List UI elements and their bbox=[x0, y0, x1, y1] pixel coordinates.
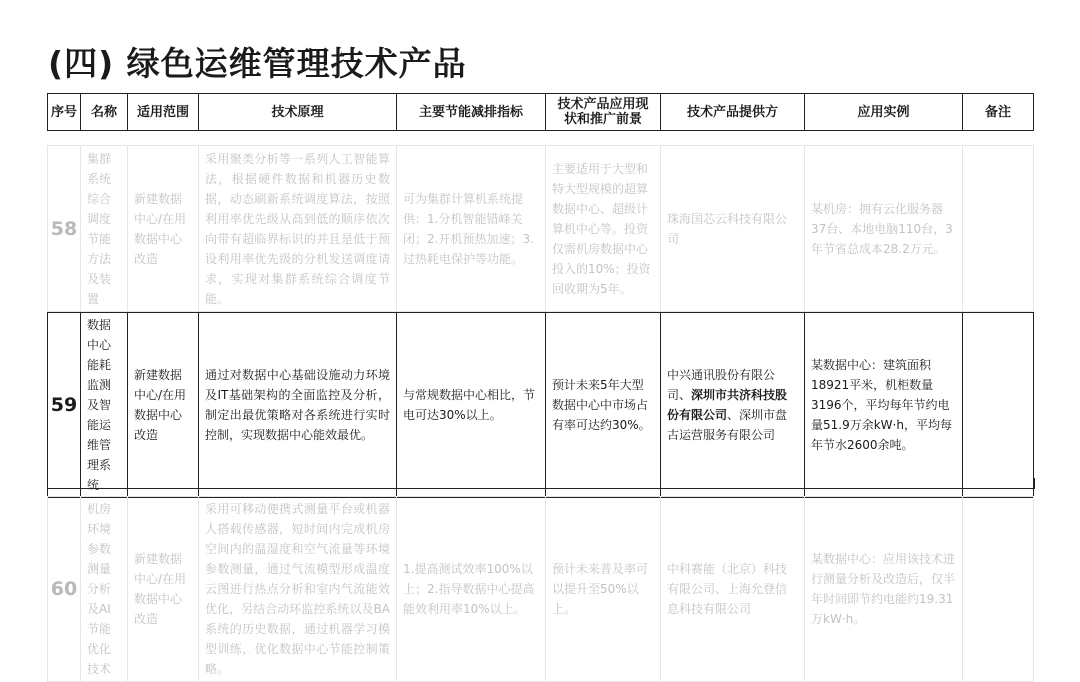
row-58-status: 主要适用于大型和特大型规模的超算数据中心、超级计算机中心等。投资仅需机房数据中心投入的10%；投资回收期为5年。 bbox=[546, 146, 661, 312]
row-59-provider bbox=[661, 313, 805, 498]
row-59-scope: 新建数据中心/在用数据中心改造 bbox=[128, 313, 199, 498]
row-59-indicators: 与常规数据中心相比，节电可达30%以上。 bbox=[397, 313, 546, 498]
table-row bbox=[47, 312, 1034, 498]
header-name: 名称 bbox=[81, 94, 128, 131]
provider-pangu: 、深圳市盘古运营服务有限公司 bbox=[667, 408, 788, 442]
header-status: 技术产品应用现状和推广前景 bbox=[546, 94, 661, 131]
row-59-cases: 某数据中心：建筑面积18921平米，机柜数量3196个，平均每年节约电量51.9万余kW·h，平均每年节水2600余吨。 bbox=[805, 313, 963, 498]
table-row bbox=[47, 496, 1034, 682]
row-58-indicators: 可为集群计算机系统提供：1.分机智能错峰关闭；2.开机预热加速；3.过热耗电保护等功能。 bbox=[397, 146, 546, 312]
header-seq: 序号 bbox=[48, 94, 81, 131]
row-59-notes bbox=[963, 313, 1034, 498]
row-60-notes bbox=[963, 497, 1034, 682]
header-notes: 备注 bbox=[963, 94, 1034, 131]
header-scope: 适用范围 bbox=[128, 94, 199, 131]
row-59-status: 预计未来5年大型数据中心中市场占有率可达约30%。 bbox=[546, 313, 661, 498]
row-60-scope: 新建数据中心/在用数据中心改造 bbox=[128, 497, 199, 682]
row-60-principle: 采用可移动便携式测量平台或机器人搭载传感器，短时间内完成机房空间内的温湿度和空气流量等环境参数测量，通过气流模型形成温度云图进行热点分析和室内气流能效优化，另结合动环监控系统以及BA系统的历史数据，通过机器学习模型训练，优化数据中心节能控制策略。 bbox=[199, 497, 397, 682]
section-title: (四) 绿色运维管理技术产品 bbox=[48, 44, 467, 83]
row-58-principle: 采用聚类分析等一系列人工智能算法，根据硬件数据和机器历史数据，动态刷新系统调度算法，按照利用率优先级从高到低的顺序依次向带有超临界标识的并且是低于预设利用率优先级的分机发送调度请求，实现对集群系统综合调度节能。 bbox=[199, 146, 397, 312]
row-60-provider: 中科赛能（北京）科技有限公司、上海允登信息科技有限公司 bbox=[661, 497, 805, 682]
row-60-cases: 某数据中心：应用该技术进行测量分析及改造后，仅半年时间即节约电能约19.31万kW·h。 bbox=[805, 497, 963, 682]
header-indicators: 主要节能减排指标 bbox=[397, 94, 546, 131]
header-provider: 技术产品提供方 bbox=[661, 94, 805, 131]
row-58-seq: 58 bbox=[48, 146, 81, 312]
header-principle: 技术原理 bbox=[199, 94, 397, 131]
provider-zte: 中兴通讯股份有限公司、 bbox=[667, 368, 776, 402]
row-60-indicators: 1.提高测试效率100%以上；2.指导数据中心提高能效利用率10%以上。 bbox=[397, 497, 546, 682]
row-58-scope: 新建数据中心/在用数据中心改造 bbox=[128, 146, 199, 312]
row-divider-bracket bbox=[47, 478, 1035, 489]
row-59-seq: 59 bbox=[48, 313, 81, 498]
row-58-notes bbox=[963, 146, 1034, 312]
row-58-name: 集群系统综合调度节能方法及装置 bbox=[81, 146, 128, 312]
table-row bbox=[47, 145, 1034, 312]
row-59-name: 数据中心能耗监测及智能运维管理系统 bbox=[81, 313, 128, 498]
table-header bbox=[47, 93, 1034, 131]
row-60-name: 机房环境参数测量分析及AI节能优化技术 bbox=[81, 497, 128, 682]
provider-gongji: 深圳市共济科技股份有限公司 bbox=[667, 388, 788, 422]
row-59-principle: 通过对数据中心基础设施动力环境及IT基础架构的全面监控及分析，制定出最优策略对各系统进行实时控制，实现数据中心能效最优。 bbox=[199, 313, 397, 498]
row-60-seq: 60 bbox=[48, 497, 81, 682]
row-58-provider: 珠海国芯云科技有限公司 bbox=[661, 146, 805, 312]
row-58-cases: 某机房：拥有云化服务器37台、本地电脑110台，3年节省总成本28.2万元。 bbox=[805, 146, 963, 312]
row-60-status: 预计未来普及率可以提升至50%以上。 bbox=[546, 497, 661, 682]
header-cases: 应用实例 bbox=[805, 94, 963, 131]
